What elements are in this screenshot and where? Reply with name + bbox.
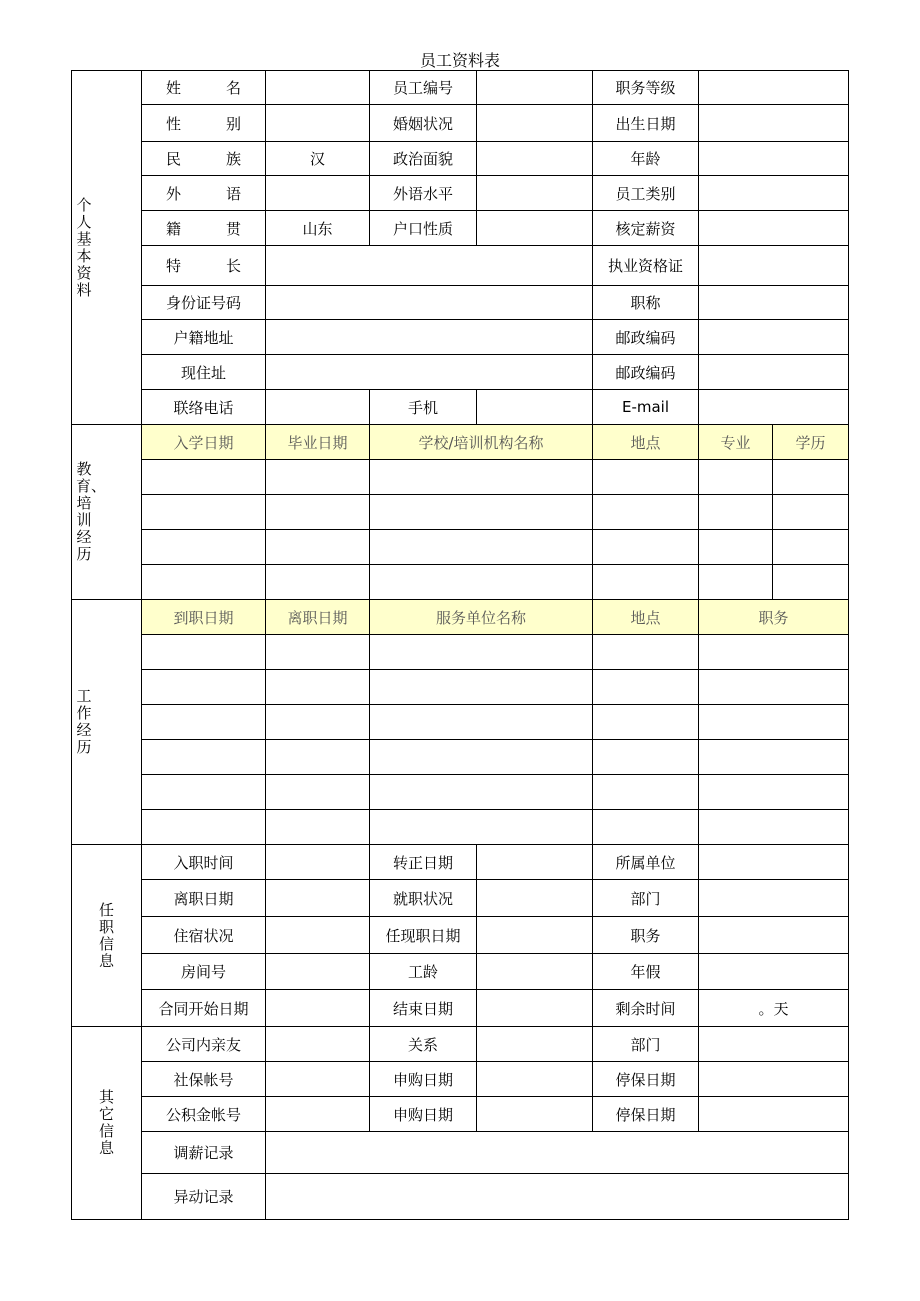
edu-cell[interactable] — [773, 565, 849, 600]
edu-cell[interactable] — [370, 565, 593, 600]
field-hukou-addr[interactable] — [266, 320, 593, 355]
field-ss-purchase-date[interactable] — [477, 1062, 593, 1097]
work-header-start: 到职日期 — [142, 600, 266, 635]
work-cell[interactable] — [370, 775, 593, 810]
work-cell[interactable] — [142, 705, 266, 740]
field-lodging[interactable] — [266, 917, 370, 954]
field-remaining[interactable]: 。天 — [699, 990, 849, 1027]
field-hf-purchase-date[interactable] — [477, 1097, 593, 1132]
work-cell[interactable] — [593, 810, 699, 845]
edu-cell[interactable] — [593, 530, 699, 565]
field-mobile[interactable] — [477, 390, 593, 425]
edu-header-school: 学校/培训机构名称 — [370, 425, 593, 460]
work-cell[interactable] — [142, 635, 266, 670]
field-relatives[interactable] — [266, 1027, 370, 1062]
label-hire-date: 入职时间 — [142, 845, 266, 880]
edu-row — [72, 460, 849, 495]
edu-header-degree: 学历 — [773, 425, 849, 460]
section-education: 教育、培训经历 — [72, 425, 142, 600]
label-remaining: 剩余时间 — [593, 990, 699, 1027]
label-relation: 关系 — [370, 1027, 477, 1062]
field-sex[interactable] — [266, 105, 370, 142]
field-current-post-date[interactable] — [477, 917, 593, 954]
label-email: E-mail — [593, 390, 699, 425]
label-mobile: 手机 — [370, 390, 477, 425]
field-change-record[interactable] — [266, 1174, 849, 1220]
label-salary: 核定薪资 — [593, 211, 699, 246]
field-contract-start[interactable] — [266, 990, 370, 1027]
label-phone: 联络电话 — [142, 390, 266, 425]
field-hf-stop-date[interactable] — [699, 1097, 849, 1132]
field-ss-stop-date[interactable] — [699, 1062, 849, 1097]
field-position[interactable] — [699, 917, 849, 954]
work-row — [72, 810, 849, 845]
field-skill[interactable] — [266, 246, 593, 286]
work-row — [72, 635, 849, 670]
work-cell[interactable] — [699, 810, 849, 845]
work-cell[interactable] — [266, 705, 370, 740]
label-seniority: 工龄 — [370, 954, 477, 990]
work-cell[interactable] — [593, 670, 699, 705]
label-department: 部门 — [593, 880, 699, 917]
work-cell[interactable] — [370, 670, 593, 705]
work-cell[interactable] — [142, 670, 266, 705]
edu-header-start: 入学日期 — [142, 425, 266, 460]
edu-cell[interactable] — [266, 460, 370, 495]
field-regular-date[interactable] — [477, 845, 593, 880]
label-ethnic: 民 族 — [142, 142, 266, 176]
work-cell[interactable] — [370, 635, 593, 670]
edu-cell[interactable] — [370, 495, 593, 530]
edu-row — [72, 565, 849, 600]
edu-cell[interactable] — [699, 565, 773, 600]
field-housing-fund[interactable] — [266, 1097, 370, 1132]
label-salary-record: 调薪记录 — [142, 1132, 266, 1174]
label-unit: 所属单位 — [593, 845, 699, 880]
work-cell[interactable] — [142, 810, 266, 845]
label-zip-2: 邮政编码 — [593, 355, 699, 390]
field-marital[interactable] — [477, 105, 593, 142]
field-social-security[interactable] — [266, 1062, 370, 1097]
field-ethnic[interactable]: 汉 — [266, 142, 370, 176]
label-sex: 性 别 — [142, 105, 266, 142]
label-address: 现住址 — [142, 355, 266, 390]
work-cell[interactable] — [593, 635, 699, 670]
section-work: 工作经历 — [72, 600, 142, 845]
field-phone[interactable] — [266, 390, 370, 425]
field-political[interactable] — [477, 142, 593, 176]
work-header-end: 离职日期 — [266, 600, 370, 635]
label-ss-stop-date: 停保日期 — [593, 1062, 699, 1097]
edu-cell[interactable] — [699, 495, 773, 530]
field-grade[interactable] — [699, 71, 849, 105]
work-cell[interactable] — [699, 705, 849, 740]
field-lang-level[interactable] — [477, 176, 593, 211]
field-salary[interactable] — [699, 211, 849, 246]
edu-header-end: 毕业日期 — [266, 425, 370, 460]
work-cell[interactable] — [699, 635, 849, 670]
edu-cell[interactable] — [266, 495, 370, 530]
label-change-record: 异动记录 — [142, 1174, 266, 1220]
section-other: 其它信息 — [72, 1027, 142, 1220]
field-salary-record[interactable] — [266, 1132, 849, 1174]
field-address[interactable] — [266, 355, 593, 390]
work-row — [72, 740, 849, 775]
label-ss-purchase-date: 申购日期 — [370, 1062, 477, 1097]
field-hire-date[interactable] — [266, 845, 370, 880]
field-relation[interactable] — [477, 1027, 593, 1062]
label-hf-purchase-date: 申购日期 — [370, 1097, 477, 1132]
section-personal: 个人基本资料 — [72, 71, 142, 425]
label-contract-start: 合同开始日期 — [142, 990, 266, 1027]
label-relative-dept: 部门 — [593, 1027, 699, 1062]
field-title[interactable] — [699, 286, 849, 320]
work-row — [72, 775, 849, 810]
field-birth[interactable] — [699, 105, 849, 142]
field-license[interactable] — [699, 246, 849, 286]
edu-header-major: 专业 — [699, 425, 773, 460]
work-cell[interactable] — [266, 775, 370, 810]
work-cell[interactable] — [266, 635, 370, 670]
work-cell[interactable] — [142, 775, 266, 810]
work-cell[interactable] — [370, 705, 593, 740]
label-language: 外 语 — [142, 176, 266, 211]
label-birth: 出生日期 — [593, 105, 699, 142]
field-native[interactable]: 山东 — [266, 211, 370, 246]
label-regular-date: 转正日期 — [370, 845, 477, 880]
page-title: 员工资料表 — [419, 51, 500, 70]
label-title: 职称 — [593, 286, 699, 320]
field-room-no[interactable] — [266, 954, 370, 990]
label-political: 政治面貌 — [370, 142, 477, 176]
field-leave-date[interactable] — [266, 880, 370, 917]
work-cell[interactable] — [266, 670, 370, 705]
edu-cell[interactable] — [593, 565, 699, 600]
label-marital: 婚姻状况 — [370, 105, 477, 142]
field-unit[interactable] — [699, 845, 849, 880]
edu-cell[interactable] — [370, 460, 593, 495]
edu-cell[interactable] — [370, 530, 593, 565]
field-zip-2[interactable] — [699, 355, 849, 390]
edu-row — [72, 530, 849, 565]
work-cell[interactable] — [699, 740, 849, 775]
label-job-status: 就职状况 — [370, 880, 477, 917]
edu-cell[interactable] — [266, 565, 370, 600]
label-hukou-type: 户口性质 — [370, 211, 477, 246]
edu-cell[interactable] — [142, 565, 266, 600]
edu-cell[interactable] — [593, 460, 699, 495]
label-lodging: 住宿状况 — [142, 917, 266, 954]
edu-cell[interactable] — [142, 530, 266, 565]
edu-cell[interactable] — [142, 460, 266, 495]
field-job-status[interactable] — [477, 880, 593, 917]
field-zip-1[interactable] — [699, 320, 849, 355]
label-grade: 职务等级 — [593, 71, 699, 105]
label-leave-date: 离职日期 — [142, 880, 266, 917]
label-annual-leave: 年假 — [593, 954, 699, 990]
employee-form-table — [71, 70, 849, 1220]
label-room-no: 房间号 — [142, 954, 266, 990]
field-email[interactable] — [699, 390, 849, 425]
field-annual-leave[interactable] — [699, 954, 849, 990]
edu-cell[interactable] — [142, 495, 266, 530]
label-housing-fund: 公积金帐号 — [142, 1097, 266, 1132]
label-emp-type: 员工类别 — [593, 176, 699, 211]
work-cell[interactable] — [266, 810, 370, 845]
edu-row — [72, 495, 849, 530]
field-name[interactable] — [266, 71, 370, 105]
field-id-no[interactable] — [266, 286, 593, 320]
work-header-place: 地点 — [593, 600, 699, 635]
work-row — [72, 705, 849, 740]
field-emp-type[interactable] — [699, 176, 849, 211]
label-age: 年龄 — [593, 142, 699, 176]
work-cell[interactable] — [699, 670, 849, 705]
field-seniority[interactable] — [477, 954, 593, 990]
label-skill: 特 长 — [142, 246, 266, 286]
section-job: 任职信息 — [72, 845, 142, 1027]
edu-cell[interactable] — [773, 530, 849, 565]
edu-cell[interactable] — [773, 460, 849, 495]
label-zip-1: 邮政编码 — [593, 320, 699, 355]
edu-header-place: 地点 — [593, 425, 699, 460]
edu-cell[interactable] — [699, 530, 773, 565]
label-hf-stop-date: 停保日期 — [593, 1097, 699, 1132]
work-row — [72, 670, 849, 705]
label-license: 执业资格证 — [593, 246, 699, 286]
work-header-position: 职务 — [699, 600, 849, 635]
work-cell[interactable] — [593, 705, 699, 740]
field-hukou-type[interactable] — [477, 211, 593, 246]
field-age[interactable] — [699, 142, 849, 176]
field-relative-dept[interactable] — [699, 1027, 849, 1062]
label-emp-no: 员工编号 — [370, 71, 477, 105]
label-relatives: 公司内亲友 — [142, 1027, 266, 1062]
label-lang-level: 外语水平 — [370, 176, 477, 211]
field-language[interactable] — [266, 176, 370, 211]
edu-cell[interactable] — [593, 495, 699, 530]
label-name: 姓 名 — [142, 71, 266, 105]
field-contract-end[interactable] — [477, 990, 593, 1027]
work-cell[interactable] — [370, 810, 593, 845]
label-hukou-addr: 户籍地址 — [142, 320, 266, 355]
work-cell[interactable] — [142, 740, 266, 775]
work-header-company: 服务单位名称 — [370, 600, 593, 635]
work-cell[interactable] — [593, 740, 699, 775]
work-cell[interactable] — [593, 775, 699, 810]
label-social-security: 社保帐号 — [142, 1062, 266, 1097]
field-emp-no[interactable] — [477, 71, 593, 105]
edu-cell[interactable] — [266, 530, 370, 565]
label-position: 职务 — [593, 917, 699, 954]
work-cell[interactable] — [370, 740, 593, 775]
edu-cell[interactable] — [773, 495, 849, 530]
label-contract-end: 结束日期 — [370, 990, 477, 1027]
label-id-no: 身份证号码 — [142, 286, 266, 320]
label-native: 籍 贯 — [142, 211, 266, 246]
label-current-post-date: 任现职日期 — [370, 917, 477, 954]
field-department[interactable] — [699, 880, 849, 917]
edu-cell[interactable] — [699, 460, 773, 495]
work-cell[interactable] — [266, 740, 370, 775]
work-cell[interactable] — [699, 775, 849, 810]
